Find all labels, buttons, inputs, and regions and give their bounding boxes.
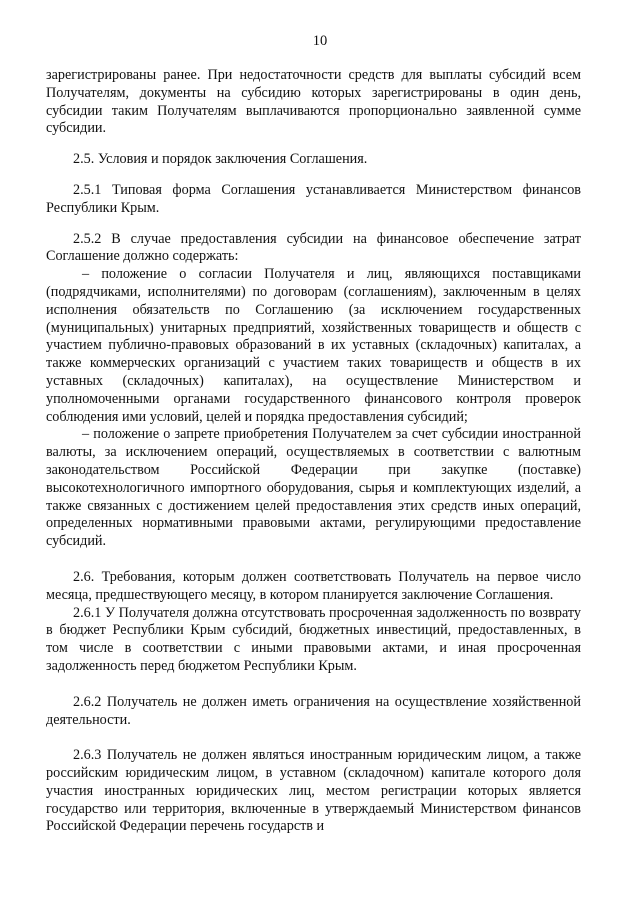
clause-2-5-2-item-1: – положение о согласии Получателя и лиц, являющихся поставщиками (подрядчиками, исполнителями) по договорам (соглашениям), заключенным в целях исполнения обязательств по Соглашению (за исключением государственных (муниципальных) унитарных предприятий, хозяйственных товариществ и обществ с участием публично-правовых образований в их уставных (складочных) капиталах, а также коммерческих организаций с участием таких товариществ и обществ в их уставных (складочных) капиталах), на осуществление Министерством и уполномоченными органами государственного финансового контроля проверок соблюдения ими условий, целей и порядка предоставления субсидий;	[46, 266, 581, 425]
clause-2-5-2: 2.5.2 В случае предоставления субсидии на финансовое обеспечение затрат Соглашение должно содержать:	[46, 230, 581, 265]
clause-2-6-1: 2.6.1 У Получателя должна отсутствовать просроченная задолженность по возврату в бюджет Республики Крым субсидий, бюджетных инвестиций, предоставленных, в том числе в соответствии с иными правовыми актами, и иная просроченная задолженность перед бюджетом Республики Крым.	[46, 604, 581, 674]
clause-2-6-2: 2.6.2 Получатель не должен иметь ограничения на осуществление хозяйственной деятельности.	[46, 693, 581, 728]
clause-2-5-2-item-2: – положение о запрете приобретения Получателем за счет субсидии иностранной валюты, за исключением операций, осуществляемых в соответствии с валютным законодательством Российской Федерации при закупке (поставке) высокотехнологичного импортного оборудования, сырья и комплектующих изделий, а также связанных с достижением целей предоставления этих средств иных операций, определенных нормативными правовыми актами, регулирующими предоставление субсидий.	[46, 426, 581, 550]
clause-2-5-1: 2.5.1 Типовая форма Соглашения устанавливается Министерством финансов Республики Крым.	[46, 181, 581, 216]
paragraph-continuation: зарегистрированы ранее. При недостаточности средств для выплаты субсидий всем Получателям, документы на субсидию которых зарегистрированы в один день, субсидии таким Получателям выплачиваются пропорционально заявленной сумме субсидии.	[46, 67, 581, 137]
document-body	[46, 67, 581, 836]
page-number: 10	[312, 33, 328, 49]
section-2-6-heading: 2.6. Требования, которым должен соответствовать Получатель на первое число месяца, предшествующего месяцу, в котором планируется заключение Соглашения.	[46, 568, 581, 603]
clause-2-6-3: 2.6.3 Получатель не должен являться иностранным юридическим лицом, а также российским юридическим лицом, в уставном (складочном) капитале которого доля участия иностранных юридических лиц, местом регистрации которых является государство или территория, включенные в утверждаемый Министерством финансов Российской Федерации перечень государств и	[46, 747, 581, 835]
section-2-5-heading: 2.5. Условия и порядок заключения Соглашения.	[73, 151, 368, 168]
